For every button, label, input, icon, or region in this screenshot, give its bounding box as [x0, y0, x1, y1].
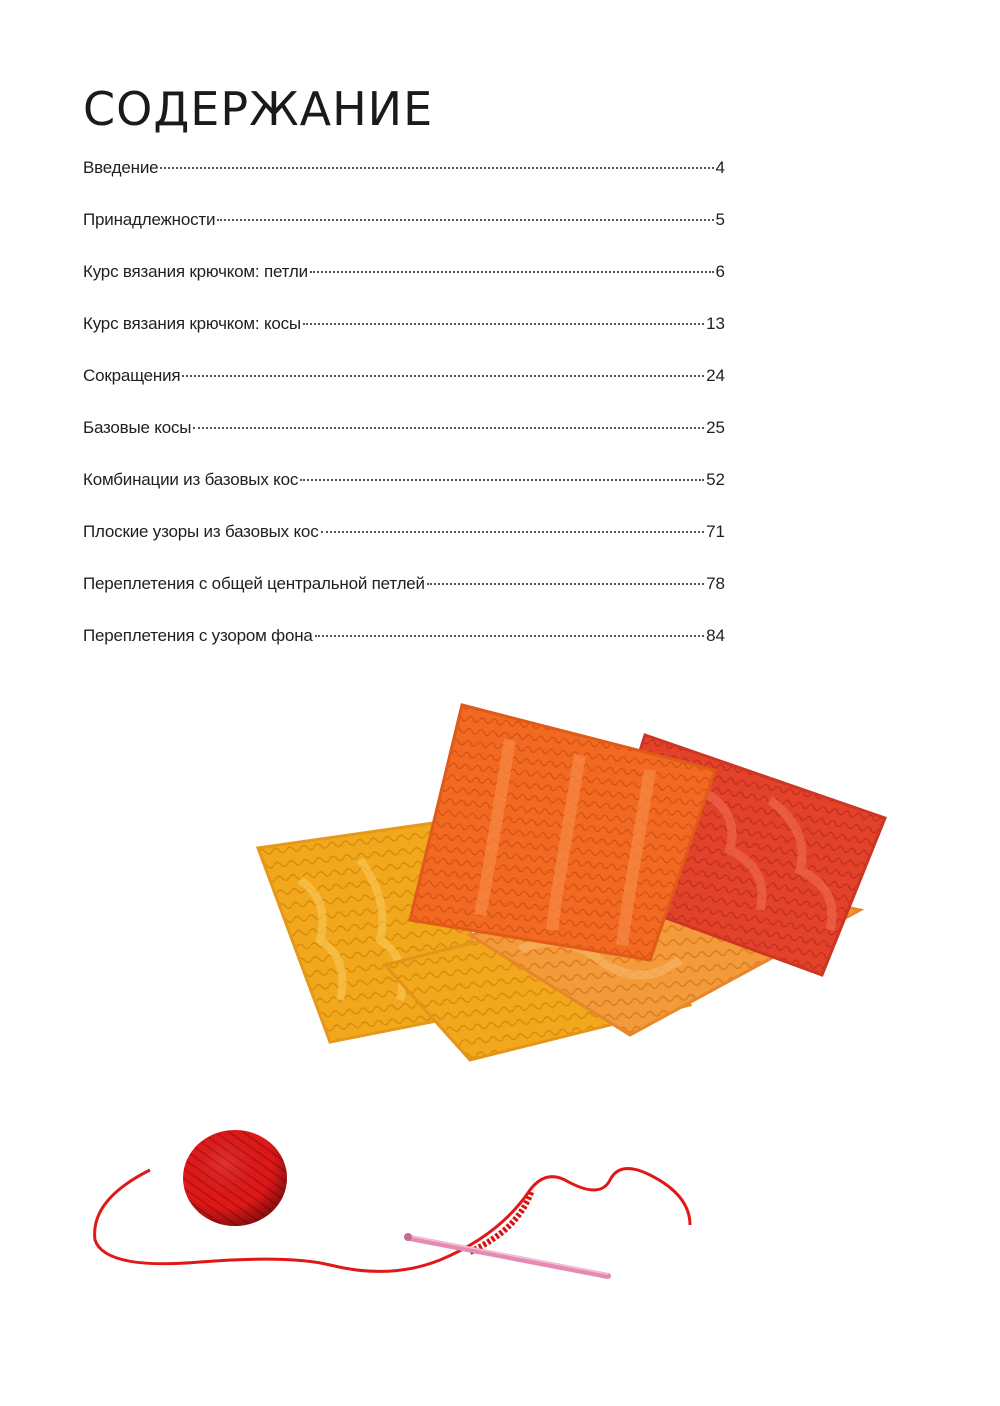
toc-entry-page: 71: [706, 522, 725, 541]
toc-entry-label: Принадлежности: [83, 210, 216, 229]
toc-entry-label: Базовые косы: [83, 418, 192, 437]
toc-dot-leader: [315, 635, 704, 637]
toc-entry-label: Переплетения с общей центральной петлей: [83, 574, 425, 593]
toc-entry-page: 78: [706, 574, 725, 593]
toc-entry-label: Курс вязания крючком: косы: [83, 314, 301, 333]
toc-entry-page: 13: [706, 314, 725, 333]
toc-entry[interactable]: [83, 571, 725, 623]
yarn-ball-icon: [183, 1130, 287, 1226]
toc-dot-leader: [182, 375, 704, 377]
page-title: СОДЕРЖАНИЕ: [83, 82, 434, 136]
table-of-contents: [83, 155, 725, 675]
toc-dot-leader: [321, 531, 705, 533]
toc-entry-label: Комбинации из базовых кос: [83, 470, 299, 489]
toc-entry[interactable]: [83, 259, 725, 311]
toc-entry[interactable]: [83, 519, 725, 571]
toc-entry-label: Введение: [83, 158, 159, 177]
toc-entry-label: Плоские узоры из базовых кос: [83, 522, 319, 541]
crochet-illustration: [0, 690, 1000, 1310]
toc-entry-page: 25: [706, 418, 725, 437]
toc-entry[interactable]: [83, 415, 725, 467]
toc-entry[interactable]: [83, 207, 725, 259]
toc-entry-page: 5: [715, 210, 725, 229]
toc-entry-page: 24: [706, 366, 725, 385]
toc-entry-label: Сокращения: [83, 366, 181, 385]
toc-entry-page: 6: [715, 262, 725, 281]
toc-dot-leader: [310, 271, 714, 273]
toc-entry-label: Курс вязания крючком: петли: [83, 262, 308, 281]
toc-entry-page: 84: [706, 626, 725, 645]
toc-entry[interactable]: [83, 623, 725, 675]
crochet-hook-icon: [404, 1233, 608, 1276]
toc-entry[interactable]: [83, 363, 725, 415]
toc-dot-leader: [217, 219, 713, 221]
toc-dot-leader: [303, 323, 704, 325]
toc-dot-leader: [300, 479, 704, 481]
toc-dot-leader: [193, 427, 704, 429]
toc-entry-label: Переплетения с узором фона: [83, 626, 313, 645]
toc-entry[interactable]: [83, 155, 725, 207]
toc-entry-page: 4: [715, 158, 725, 177]
toc-entry[interactable]: [83, 311, 725, 363]
toc-dot-leader: [427, 583, 704, 585]
toc-entry-page: 52: [706, 470, 725, 489]
toc-dot-leader: [160, 167, 713, 169]
toc-entry[interactable]: [83, 467, 725, 519]
